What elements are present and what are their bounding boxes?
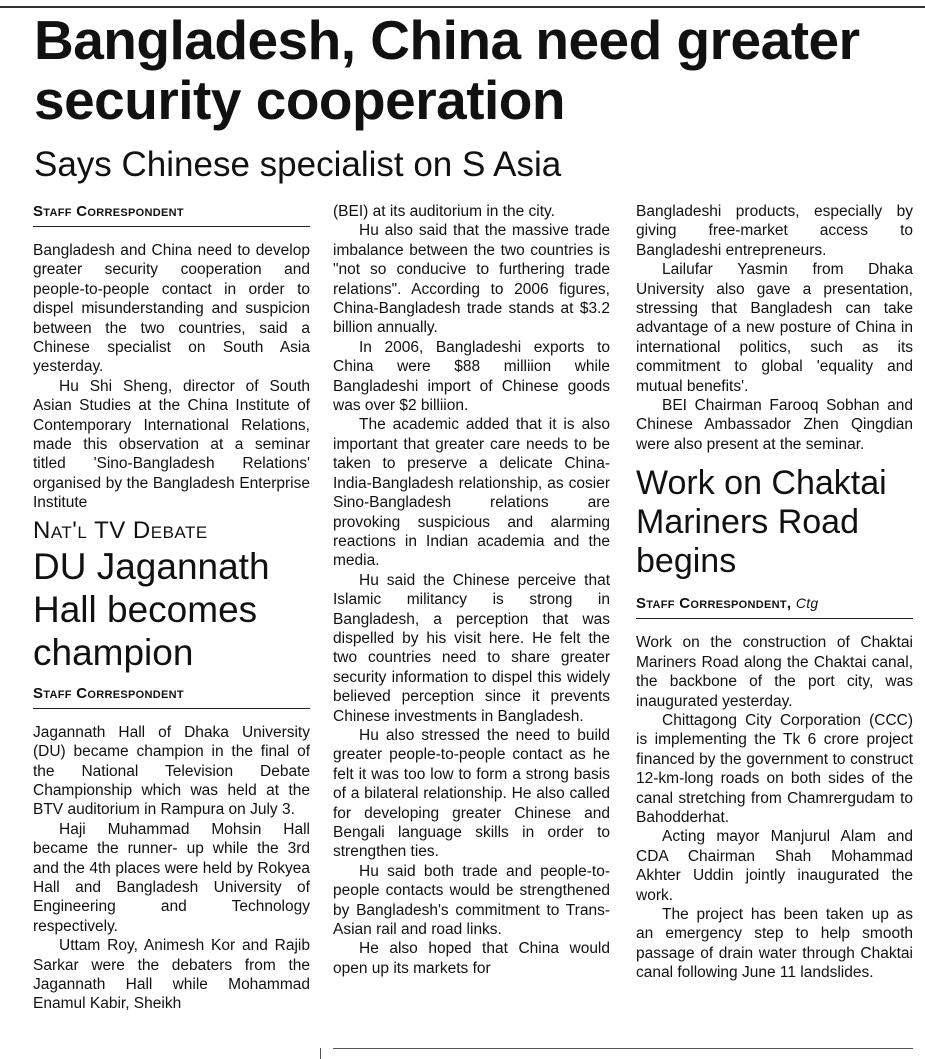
left-column: [33, 202, 310, 1014]
chaktai-paragraph: Work on the construction of Chaktai Mariners Road along the Chaktai canal, the backbone of the port city, was inaugurated yesterday.: [636, 634, 913, 710]
tv-paragraph: Haji Muhammad Mohsin Hall became the runner- up while the 3rd and the 4th places were held by Rokyea Hall and Bangladesh University of Engineering and Technology respectively.: [33, 820, 310, 935]
main-paragraph: Hu said both trade and people-to-people contacts would be strengthened by Bangladesh's commitment to Trans-Asian rail and road links.: [333, 862, 610, 939]
top-rule: [0, 0, 925, 8]
main-byline: Staff Correspondent: [33, 202, 310, 227]
main-paragraph: He also hoped that China would open up its markets for: [333, 940, 610, 977]
chaktai-paragraph: Acting mayor Manjurul Alam and CDA Chairman Shah Mohammad Akhter Uddin jointly inaugurated the work.: [636, 828, 913, 904]
tv-paragraph: Uttam Roy, Animesh Kor and Rajib Sarkar were the debaters from the Jagannath Hall while Mohammad Enamul Kabir, Sheikh: [33, 937, 310, 1013]
chaktai-story-body: [636, 633, 913, 982]
main-headline: Bangladesh, China need greater security cooperation: [34, 9, 860, 131]
main-paragraph: Hu Shi Sheng, director of South Asian Studies at the China Institute of Contemporary International Relations, made this observation at a seminar titled 'Sino-Bangladesh Relations' organised by the Bangladesh Enterprise Institute: [33, 377, 310, 512]
tv-story-body: [33, 723, 310, 1014]
main-paragraph: Hu said the Chinese perceive that Islamic militancy is strong in Bangladesh, a perception that was dispelled by his visit here. He felt the two countries need to share greater security information to dispel this widely believed perception since it prevents Chinese investments in Bangladesh.: [333, 571, 610, 725]
main-paragraph: In 2006, Bangladeshi exports to China were $88 milliion while Bangladeshi import of Chinese goods was over $2 billiion.: [333, 338, 610, 415]
chaktai-story-title: Work on Chaktai Mariners Road begins: [636, 464, 887, 581]
bottom-rule: [333, 1048, 913, 1049]
chaktai-story-byline: [636, 593, 913, 619]
middle-column: [333, 202, 610, 1047]
main-story-body-col3: [636, 202, 913, 454]
tv-story-kicker: Nat'l TV Debate: [33, 516, 208, 544]
main-subhead: Says Chinese specialist on S Asia: [34, 145, 562, 184]
main-paragraph: Hu also stressed the need to build greater people-to-people contact as he felt it was too low to form a strong basis of a bilateral relationship. He also called for developing greater Chinese and Bengali language skills in order to strengthen ties.: [333, 726, 610, 861]
main-paragraph: The academic added that it is also important that greater care needs to be taken to preserve a delicate China-India-Bangladesh relationship, as cosier Sino-Bangladesh relations are provoking suspicious and alarming reactions in Indian academia and the media.: [333, 416, 610, 570]
main-story-body-col2: [333, 202, 610, 978]
main-paragraph: Bangladesh and China need to develop greater security cooperation and people-to-people contact in order to dispel misunderstanding and suspicion between the two countries, said a Chinese specialist on South Asia yesterday.: [33, 242, 310, 376]
chaktai-paragraph: The project has been taken up as an emergency step to help smooth passage of drain water through Chaktai canal following June 11 landslides.: [636, 905, 913, 982]
column-divider: [320, 1048, 321, 1059]
tv-story-title: DU Jagannath Hall becomes champion: [33, 545, 270, 673]
chaktai-paragraph: Chittagong City Corporation (CCC) is implementing the Tk 6 crore project financed by the government to construct 12-km-long roads on both sides of the canal stretching from Chamrergudam to Bahodderhat.: [636, 711, 913, 826]
main-paragraph: Hu also said that the massive trade imbalance between the two countries is "not so conducive to furthering trade relations". According to 2006 figures, China-Bangladesh trade stands at $3.2 billion annually.: [333, 222, 610, 337]
main-paragraph: BEI Chairman Farooq Sobhan and Chinese Ambassador Zhen Qingdian were also present at the seminar.: [636, 397, 913, 453]
tv-story-byline: Staff Correspondent: [33, 684, 310, 709]
chaktai-byline-name: Staff Correspondent,: [636, 595, 792, 613]
main-paragraph: (BEI) at its auditorium in the city.: [333, 203, 555, 220]
main-story-body-col1: [33, 241, 310, 513]
right-column: [636, 202, 913, 983]
chaktai-byline-location: Ctg: [795, 595, 819, 612]
main-paragraph: Lailufar Yasmin from Dhaka University also gave a presentation, stressing that Bangladesh can take advantage of a new posture of China in international politics, such as its commitment to global 'equality and mutual benefits'.: [636, 261, 913, 395]
tv-paragraph: Jagannath Hall of Dhaka University (DU) became champion in the final of the National Television Debate Championship which was held at the BTV auditorium in Rampura on July 3.: [33, 723, 310, 819]
main-paragraph: Bangladeshi products, especially by giving free-market access to Bangladeshi entrepreneurs.: [636, 203, 913, 259]
